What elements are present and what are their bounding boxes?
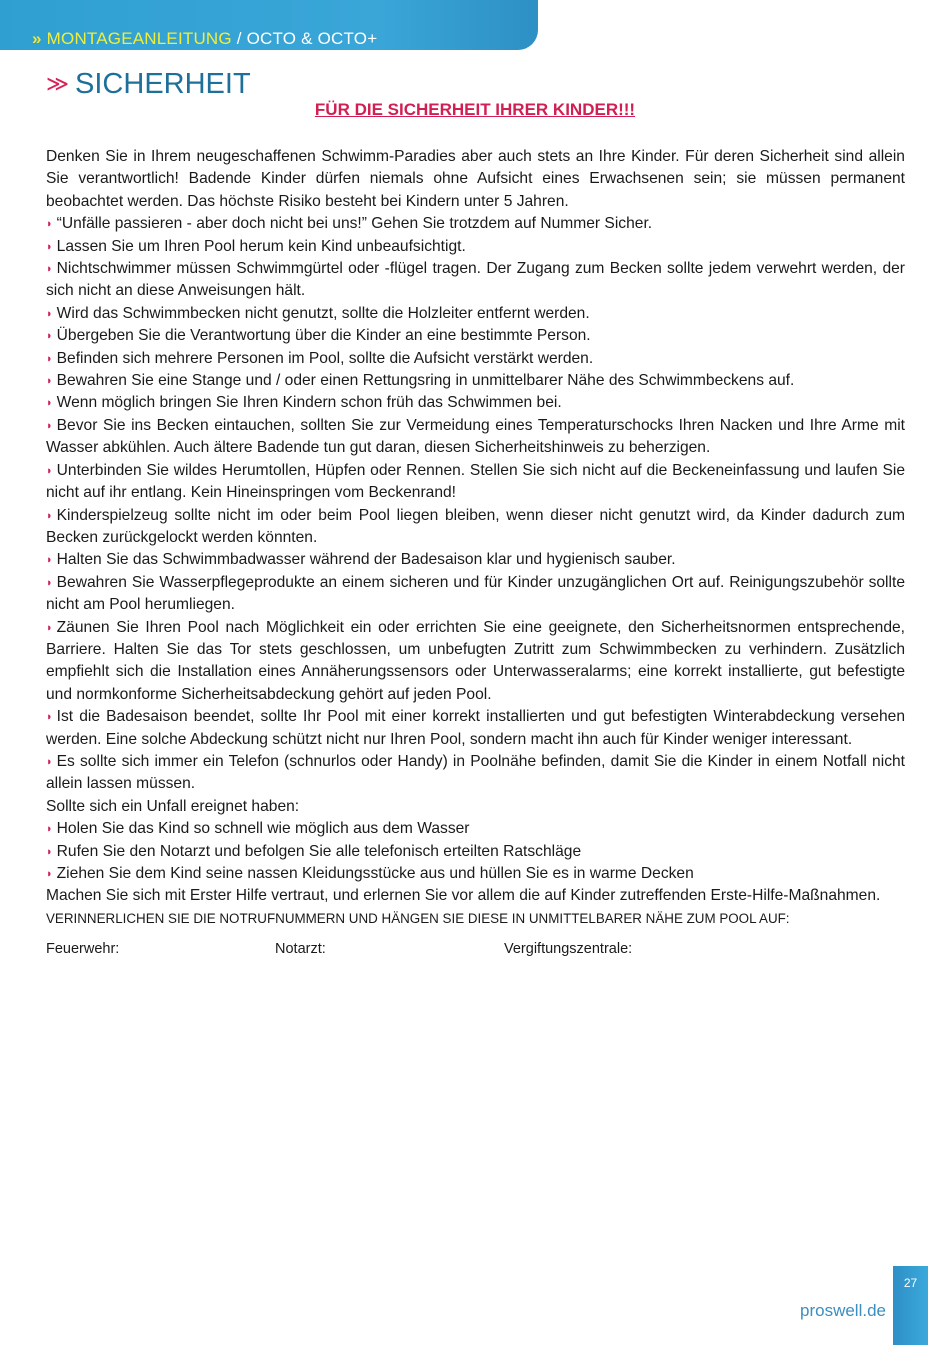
site-logo: proswell.de [800,1301,886,1320]
header-chevron-icon: » [32,29,42,48]
safety-bullet [46,415,905,460]
bullet-icon: ◗ [46,419,53,432]
poison-center-label: Vergiftungszentrale: [504,941,633,958]
safety-bullet-text: Unterbinden Sie wildes Herumtollen, Hüpfen oder Rennen. Stellen Sie sich nicht auf die Beckeneinfassung und laufen Sie nicht auf ihr entlang. Kein Hineinspringen vom Beckenrand! [46,461,905,502]
safety-bullet-text: Bewahren Sie eine Stange und / oder einen Rettungsring in unmittelbarer Nähe des Schwimmbeckens auf. [56,372,795,390]
bullet-icon: ◗ [46,397,53,410]
accident-intro: Sollte sich ein Unfall ereignet haben: [46,797,300,815]
emergency-numbers-row [46,938,905,960]
fire-department-label: Feuerwehr: [46,941,120,958]
bullet-icon: ◗ [46,621,53,634]
bullet-icon: ◗ [46,576,53,589]
safety-bullet [46,370,905,392]
bullet-icon: ◗ [46,218,53,231]
safety-bullet-text: Bevor Sie ins Becken eintauchen, sollten Sie zur Vermeidung eines Temperaturschocks Ihren Nacken und Ihre Arme mit Wasser abkühlen. Auch ältere Badende tun gut daran, diesen Sicherheitshinweis zu beherzigen. [46,416,905,457]
safety-bullet [46,348,905,370]
section-heading [46,68,251,101]
bullet-icon: ◗ [46,307,53,320]
safety-bullet [46,213,905,235]
section-chevron-icon: ≫ [46,71,70,96]
section-title: SICHERHEIT [75,68,251,100]
intro-paragraph: Denken Sie in Ihrem neugeschaffenen Schwimm-Paradies aber auch stets an Ihre Kinder. Für deren Sicherheit sind allein Sie verantwortlich! Badende Kinder dürfen niemals ohne Aufsicht eines Erwachsenen sein; sie müssen permanent beobachtet werden. Das höchste Risiko besteht bei Kindern unter 5 Jahren. [46,148,905,210]
safety-bullet-text: Übergeben Sie die Verantwortung über die Kinder an eine bestimmte Person. [56,327,591,345]
accident-bullet [46,841,905,863]
bullet-icon: ◗ [46,352,53,365]
safety-bullet [46,392,905,414]
accident-bullet [46,863,905,885]
bullet-icon: ◗ [46,509,53,522]
safety-bullet [46,258,905,303]
accident-bullet-list [46,818,905,885]
safety-bullet [46,325,905,347]
safety-bullet [46,236,905,258]
emergency-heading: VERINNERLICHEN SIE DIE NOTRUFNUMMERN UND HÄNGEN SIE DIESE IN UNMITTELBARER NÄHE ZUM POOL AUF: [46,910,790,926]
bullet-icon: ◗ [46,240,53,253]
first-aid-paragraph: Machen Sie sich mit Erster Hilfe vertraut, und erlernen Sie vor allem die auf Kinder zutreffenden Erste-Hilfe-Maßnahmen. [46,887,881,905]
safety-bullet-text: “Unfälle passieren - aber doch nicht bei uns!” Gehen Sie trotzdem auf Nummer Sicher. [56,215,653,233]
safety-bullet [46,706,905,751]
bullet-icon: ◗ [46,845,53,858]
bullet-icon: ◗ [46,868,53,880]
safety-bullet-text: Zäunen Sie Ihren Pool nach Möglichkeit ein oder errichten Sie eine geeignete, den Sicherheitsnormen entsprechende, Barriere. Halten Sie das Tor stets geschlossen, um unbefugten Zutritt zum Schwimmbecken zu verhindern. Zusätzlich empfiehlt sich die Installation eines Annäherungssensors oder Unterwasseralarms; eine korrekt installierte, gut befestigte und normkonforme Sicherheitsabdeckung gehört auf jeden Pool. [46,618,905,703]
bullet-icon: ◗ [46,263,53,276]
safety-bullet-text: Lassen Sie um Ihren Pool herum kein Kind unbeaufsichtigt. [56,237,466,255]
page-subtitle: FÜR DIE SICHERHEIT IHRER KINDER!!! [314,100,636,119]
bullet-icon: ◗ [46,823,53,836]
bullet-icon: ◗ [46,375,53,388]
accident-bullet-text: Ziehen Sie dem Kind seine nassen Kleidungsstücke aus und hüllen Sie es in warme Decken [56,865,694,882]
safety-bullet-text: Halten Sie das Schwimmbadwasser während der Badesaison klar und hygienisch sauber. [56,551,676,569]
safety-bullet [46,572,905,617]
emergency-doctor-label: Notarzt: [275,941,326,958]
safety-bullet [46,460,905,505]
safety-bullet [46,505,905,550]
safety-bullet [46,549,905,571]
bullet-icon: ◗ [46,755,53,768]
header-title [32,29,377,49]
safety-text [46,146,905,960]
bullet-icon: ◗ [46,464,53,477]
safety-bullet-text: Wenn möglich bringen Sie Ihren Kindern schon früh das Schwimmen bei. [56,394,562,412]
safety-bullet-text: Befinden sich mehrere Personen im Pool, sollte die Aufsicht verstärkt werden. [56,349,594,367]
safety-bullet [46,617,905,707]
safety-bullet-text: Bewahren Sie Wasserpflegeprodukte an einem sicheren und für Kinder unzugänglichen Ort auf. Reinigungszubehör sollte nicht am Pool herumliegen. [46,573,905,614]
safety-bullet [46,303,905,325]
safety-bullet-list [46,213,905,796]
safety-bullet-text: Es sollte sich immer ein Telefon (schnurlos oder Handy) in Poolnähe befinden, damit Sie die Kinder in einem Notfall nicht allein lassen müssen. [46,752,905,793]
bullet-icon: ◗ [46,554,53,567]
safety-bullet-text: Ist die Badesaison beendet, sollte Ihr Pool mit einer korrekt installierten und gut befestigten Winterabdeckung versehen werden. Eine solche Abdeckung schützt nicht nur Ihren Pool, sondern macht ihn auch für Kinder weniger interessant. [46,708,905,748]
accident-bullet-text: Holen Sie das Kind so schnell wie möglich aus dem Wasser [56,820,470,838]
bullet-icon: ◗ [46,330,53,343]
safety-bullet [46,751,905,796]
header-product-label: OCTO & OCTO+ [246,29,378,48]
safety-bullet-text: Kinderspielzeug sollte nicht im oder beim Pool liegen bleiben, wenn dieser nicht genutzt wird, da Kinder dadurch zum Becken zurückgelockt werden könnten. [46,506,905,546]
accident-bullet [46,818,905,840]
header-manual-label: MONTAGEANLEITUNG [46,29,232,48]
bullet-icon: ◗ [46,711,53,724]
page-number: 27 [903,1276,918,1290]
accident-bullet-text: Rufen Sie den Notarzt und befolgen Sie alle telefonisch erteilten Ratschläge [56,842,582,860]
safety-bullet-text: Wird das Schwimmbecken nicht genutzt, sollte die Holzleiter entfernt werden. [56,304,590,322]
header-separator: / [231,29,247,48]
page-number-tab [893,1266,928,1345]
safety-bullet-text: Nichtschwimmer müssen Schwimmgürtel oder -flügel tragen. Der Zugang zum Becken sollte jedem verwehrt werden, der sich nicht an diese Anweisungen hält. [46,260,905,300]
